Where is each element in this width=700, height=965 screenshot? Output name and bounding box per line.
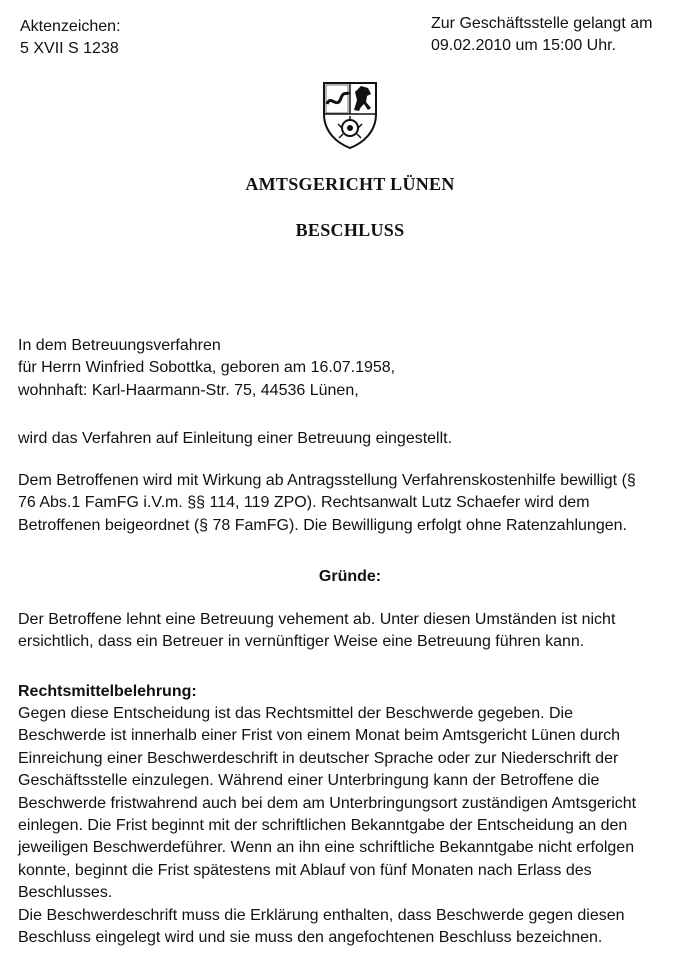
file-reference	[20, 16, 121, 60]
remedy-heading: Rechtsmittelbelehrung:	[18, 683, 197, 700]
intro-line: wohnhaft: Karl-Haarmann-Str. 75, 44536 Lünen,	[18, 381, 359, 399]
nrw-coat-of-arms-icon	[321, 80, 379, 150]
intro-line: für Herrn Winfried Sobottka, geboren am 16.07.1958,	[18, 359, 396, 377]
decision-text	[18, 428, 698, 450]
file-reference-number: 5 XVII S 1238	[20, 40, 119, 57]
remedy-line: Einreichung einer Beschwerdeschrift in deutscher Sprache oder zur Niederschrift der	[18, 749, 619, 767]
legal-aid-line: Dem Betroffenen wird mit Wirkung ab Antragsstellung Verfahrenskostenhilfe bewilligt (§	[18, 472, 636, 489]
remedy-line: Geschäftsstelle einzulegen. Während einer Unterbringung kann der Betroffene die	[18, 772, 600, 790]
receipt-note-line-2: 09.02.2010 um 15:00 Uhr.	[431, 37, 617, 54]
remedy-line: Beschluss eingelegt wird und sie muss den angefochtenen Beschluss bezeichnen.	[18, 929, 603, 947]
remedy-line: Die Beschwerdeschrift muss die Erklärung enthalten, dass Beschwerde gegen diesen	[18, 906, 625, 924]
remedy-line: Beschlusses.	[18, 884, 113, 902]
remedy-line: Beschwerde fristwahrend auch bei dem am Unterbringungsort zuständigen Amtsgericht	[18, 794, 637, 812]
decision-line: wird das Verfahren auf Einleitung einer Betreuung eingestellt.	[18, 430, 453, 447]
legal-aid-paragraph	[18, 470, 698, 537]
legal-aid-line: Betroffenen beigeordnet (§ 78 FamFG). Die Bewilligung erfolgt ohne Ratenzahlungen.	[18, 516, 627, 534]
reasons-paragraph	[18, 609, 698, 654]
remedy-line: jeweiligen Beschwerdeführer. Wenn an ihn eine schriftliche Bekanntgabe nicht erfolgen	[18, 839, 635, 857]
intro-line: In dem Betreuungsverfahren	[18, 337, 221, 354]
reasons-line: Der Betroffene lehnt eine Betreuung vehement ab. Unter diesen Umständen ist nicht	[18, 611, 616, 628]
receipt-note	[431, 13, 652, 57]
proceedings-intro	[18, 335, 698, 402]
remedy-line: einlegen. Die Frist beginnt mit der schriftlichen Bekanntgabe der Entscheidung an den	[18, 817, 628, 835]
reasons-line: ersichtlich, dass ein Betreuer in vernünftiger Weise eine Betreuung führen kann.	[18, 633, 585, 651]
reasons-heading: Gründe:	[318, 568, 382, 585]
remedy-line: Gegen diese Entscheidung ist das Rechtsmittel der Beschwerde gegeben. Die	[18, 705, 573, 722]
file-reference-label: Aktenzeichen:	[20, 18, 121, 35]
remedy-line: konnte, beginnt die Frist spätestens mit Ablauf von fünf Monaten nach Erlass des	[18, 861, 592, 879]
legal-aid-line: 76 Abs.1 FamFG i.V.m. §§ 114, 119 ZPO). Rechtsanwalt Lutz Schaefer wird dem	[18, 494, 590, 512]
document-type: BESCHLUSS	[295, 220, 405, 240]
court-name: AMTSGERICHT LÜNEN	[245, 174, 455, 194]
remedy-line: Beschwerde ist innerhalb einer Frist von einem Monat beim Amtsgericht Lünen durch	[18, 727, 621, 745]
receipt-note-line-1: Zur Geschäftsstelle gelangt am	[431, 15, 653, 32]
remedy-paragraph	[18, 703, 698, 949]
